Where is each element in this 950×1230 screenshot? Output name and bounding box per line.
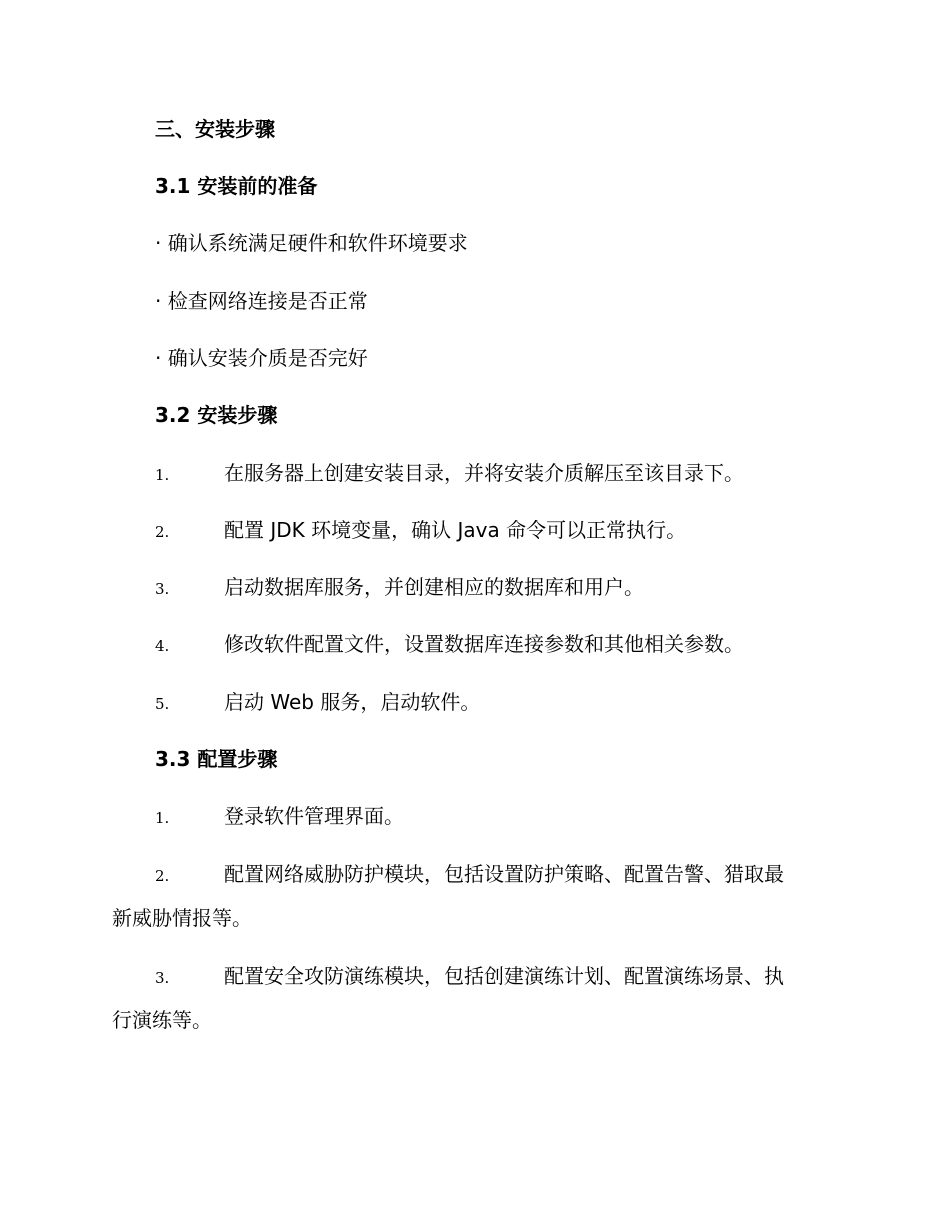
bullet-item: · 确认安装介质是否完好 [155,346,368,370]
bullet-item: · 确认系统满足硬件和软件环境要求 [155,231,468,255]
step-number: 4. [155,637,170,655]
step-text: 启动数据库服务，并创建相应的数据库和用户。 [224,575,644,599]
step-text: 登录软件管理界面。 [224,804,404,828]
step-text: 配置安全攻防演练模块，包括创建演练计划、配置演练场景、执 [224,964,784,988]
step-number: 5. [155,695,170,713]
step-number: 2. [155,867,170,885]
step-number: 3. [155,580,170,598]
step-number: 2. [155,523,170,541]
step-text-continued: 行演练等。 [112,1008,212,1032]
step-number: 1. [155,466,170,484]
step-text: 配置网络威胁防护模块，包括设置防护策略、配置告警、猎取最 [224,862,784,886]
step-number: 3. [155,969,170,987]
subsection-title-config: 3.3 配置步骤 [155,747,278,771]
subsection-title-prep: 3.1 安装前的准备 [155,174,318,198]
step-text: 启动 Web 服务，启动软件。 [224,690,481,714]
step-number: 1. [155,809,170,827]
subsection-title-install: 3.2 安装步骤 [155,403,278,427]
bullet-item: · 检查网络连接是否正常 [155,289,368,313]
section-title: 三、安装步骤 [155,117,275,141]
step-text: 在服务器上创建安装目录，并将安装介质解压至该目录下。 [224,461,744,485]
step-text: 修改软件配置文件，设置数据库连接参数和其他相关参数。 [224,632,744,656]
step-text-continued: 新威胁情报等。 [112,906,252,930]
step-text: 配置 JDK 环境变量，确认 Java 命令可以正常执行。 [224,518,687,542]
